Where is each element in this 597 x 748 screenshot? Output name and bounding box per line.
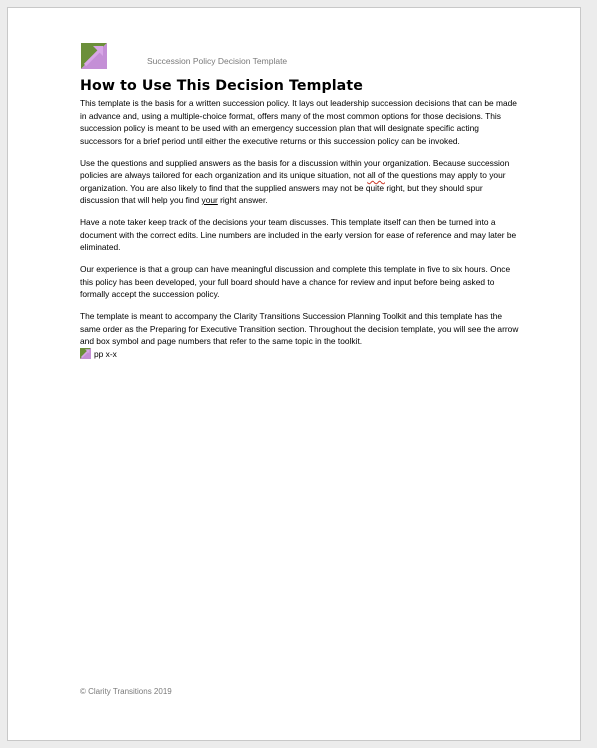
- paragraph-note-taker: Have a note taker keep track of the decisions your team discusses. This template itself can then be turned into a document with the correct edits. Line numbers are included in the early version for ease of reference and may later be eliminated.: [80, 217, 517, 252]
- underlined-text: your: [201, 195, 218, 205]
- text-segment: right answer.: [217, 195, 268, 205]
- document-body: [80, 78, 520, 359]
- paragraph-intro: This template is the basis for a written succession policy. It lays out leadership succession decisions that can be made in advance and, using a multiple-choice format, offers many of the most common options for those decisions. This succession policy is meant to be used with an emergency succession plan that will designate specific acting successors for a brief period until either the executive returns or this succession policy can be invoked.: [80, 98, 517, 146]
- page-footer: © Clarity Transitions 2019: [80, 687, 172, 696]
- page-reference-text: pp x-x: [94, 348, 117, 359]
- header-title: Succession Policy Decision Template: [147, 56, 288, 66]
- spellcheck-flagged-text: all of: [367, 170, 385, 180]
- page-reference: [80, 348, 520, 359]
- page-header: [81, 43, 287, 69]
- document-page: [7, 7, 581, 741]
- paragraph-experience: Our experience is that a group can have meaningful discussion and complete this template in five to six hours. Once this policy has been developed, your full board should have a chance for review and input before being asked to formally accept the succession policy.: [80, 264, 511, 299]
- arrow-box-logo-icon: [81, 43, 107, 69]
- arrow-box-icon: [80, 348, 91, 359]
- text-segment: the questions may apply to your organization. You are also likely to find that the supplied answers may not be quite right, but they should spur discussion that will help you find: [80, 170, 506, 205]
- page-title: How to Use This Decision Template: [80, 78, 363, 94]
- paragraph-toolkit: The template is meant to accompany the Clarity Transitions Succession Planning Toolkit and this template has the same order as the Preparing for Executive Transition section. Throughout the decision template, you will see the arrow and box symbol and page numbers that refer to the same topic in the toolkit.: [80, 311, 519, 346]
- paragraph-discussion: [80, 157, 520, 207]
- text-segment: Use the questions and supplied answers as the basis for a discussion within your organization. Because succession policies are always tailored for each organization and its unique situation, not: [80, 157, 510, 180]
